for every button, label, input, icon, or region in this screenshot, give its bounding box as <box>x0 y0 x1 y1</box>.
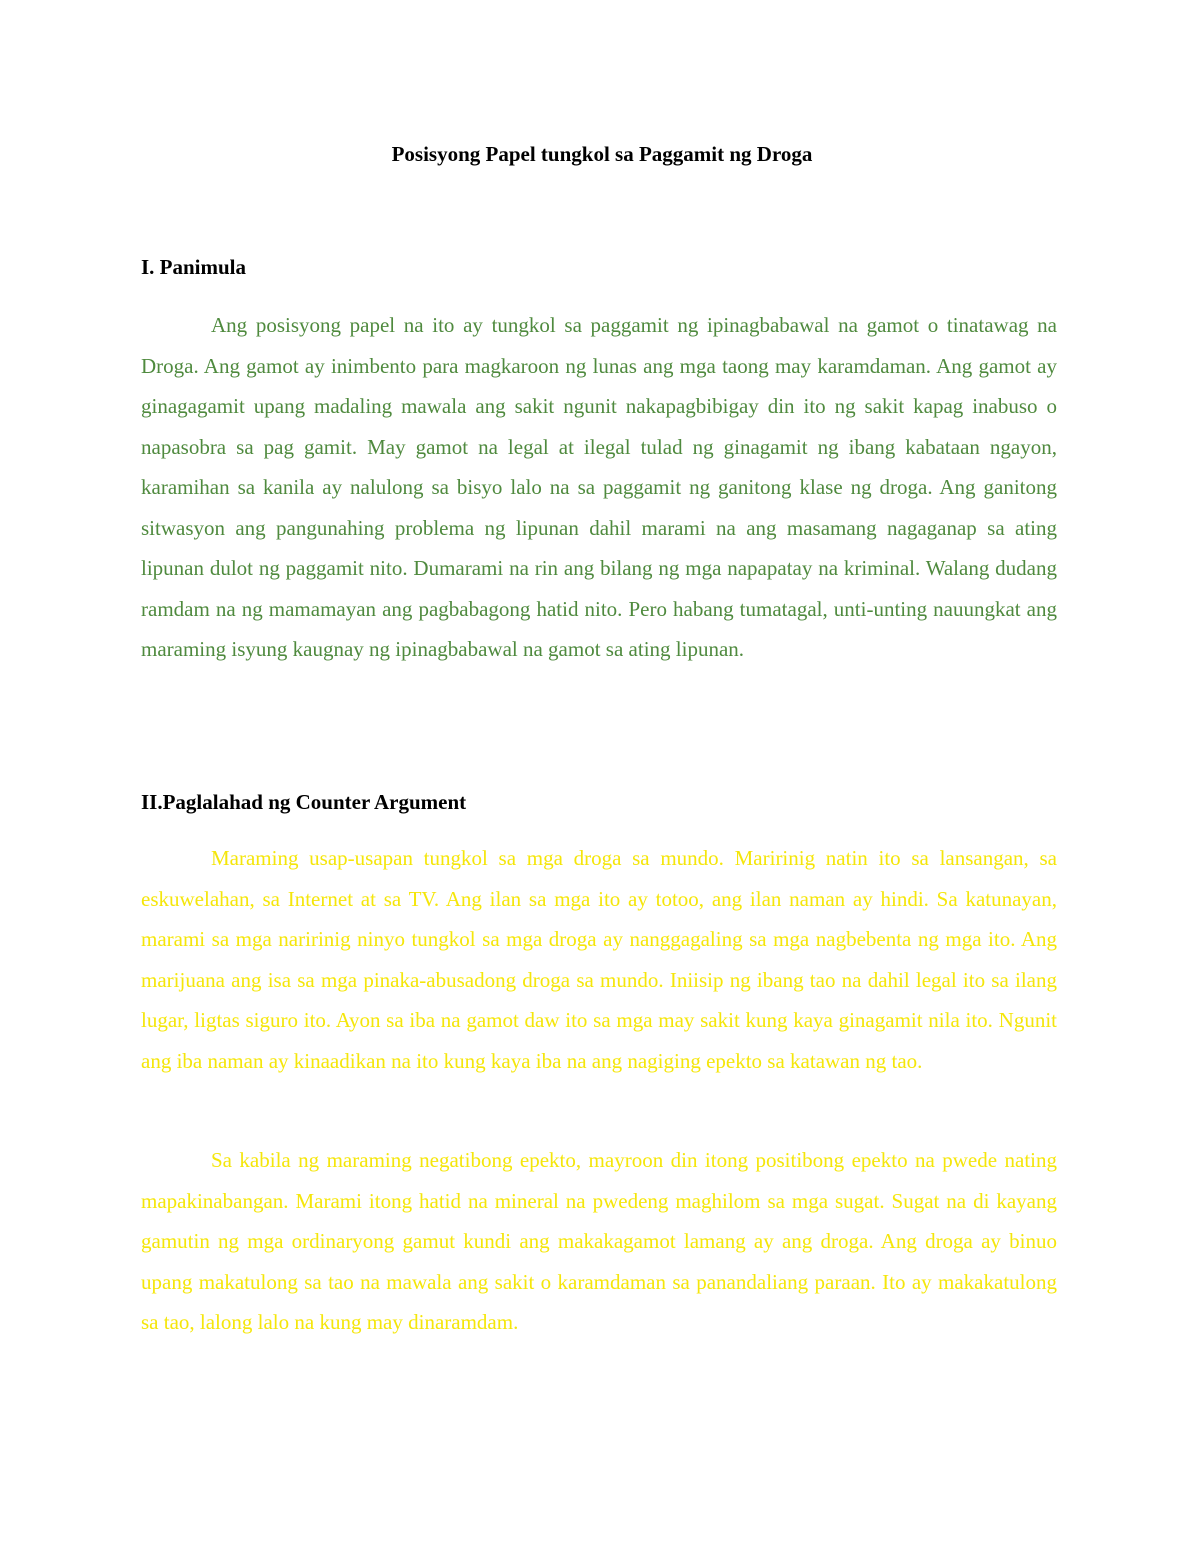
section-heading-counter-argument: II.Paglalahad ng Counter Argument <box>141 790 467 814</box>
document-title: Posisyong Papel tungkol sa Paggamit ng Droga <box>391 142 813 166</box>
paragraph-counter-argument-2: Sa kabila ng maraming negatibong epekto, mayroon din itong positibong epekto na pwede nating mapakinabangan. Marami itong hatid na mineral na pwedeng maghilom sa mga sugat. Sugat na di kayang gamutin ng mga ordinaryong gamut kundi ang makakagamot lamang ay ang droga. Ang droga ay binuo upang makatulong sa tao na mawala ang sakit o karamdaman sa panandaliang paraan. Ito ay makakatulong sa tao, lalong lalo na kung may dinaramdam. <box>141 1148 1057 1334</box>
section-heading-panimula: I. Panimula <box>141 255 247 279</box>
paragraph-counter-argument-1: Maraming usap-usapan tungkol sa mga droga sa mundo. Maririnig natin ito sa lansangan, sa eskuwelahan, sa Internet at sa TV. Ang ilan sa mga ito ay totoo, ang ilan naman ay hindi. Sa katunayan, marami sa mga naririnig ninyo tungkol sa mga droga ay nanggagaling sa mga nagbebenta ng mga ito. Ang marijuana ang isa sa mga pinaka-abusadong droga sa mundo. Iniisip ng ibang tao na dahil legal ito sa ilang lugar, ligtas siguro ito. Ayon sa iba na gamot daw ito sa mga may sakit kung kaya ginagamit nila ito. Ngunit ang iba naman ay kinaadikan na ito kung kaya iba na ang nagiging epekto sa katawan ng tao. <box>141 846 1057 1073</box>
paragraph-panimula: Ang posisyong papel na ito ay tungkol sa paggamit ng ipinagbabawal na gamot o tinatawag na Droga. Ang gamot ay inimbento para magkaroon ng lunas ang mga taong may karamdaman. Ang gamot ay ginagagamit upang madaling mawala ang sakit ngunit nakapagbibigay din ito ng sakit kapag inabuso o napasobra sa pag gamit. May gamot na legal at ilegal tulad ng ginagamit ng ibang kabataan ngayon, karamihan sa kanila ay nalulong sa bisyo lalo na sa paggamit ng ganitong klase ng droga. Ang ganitong sitwasyon ang pangunahing problema ng lipunan dahil marami na ang masamang nagaganap sa ating lipunan dulot ng paggamit nito. Dumarami na rin ang bilang ng mga napapatay na kriminal. Walang dudang ramdam na ng mamamayan ang pagbabagong hatid nito. Pero habang tumatagal, unti-unting nauungkat ang maraming isyung kaugnay ng ipinagbabawal na gamot sa ating lipunan. <box>141 313 1057 661</box>
